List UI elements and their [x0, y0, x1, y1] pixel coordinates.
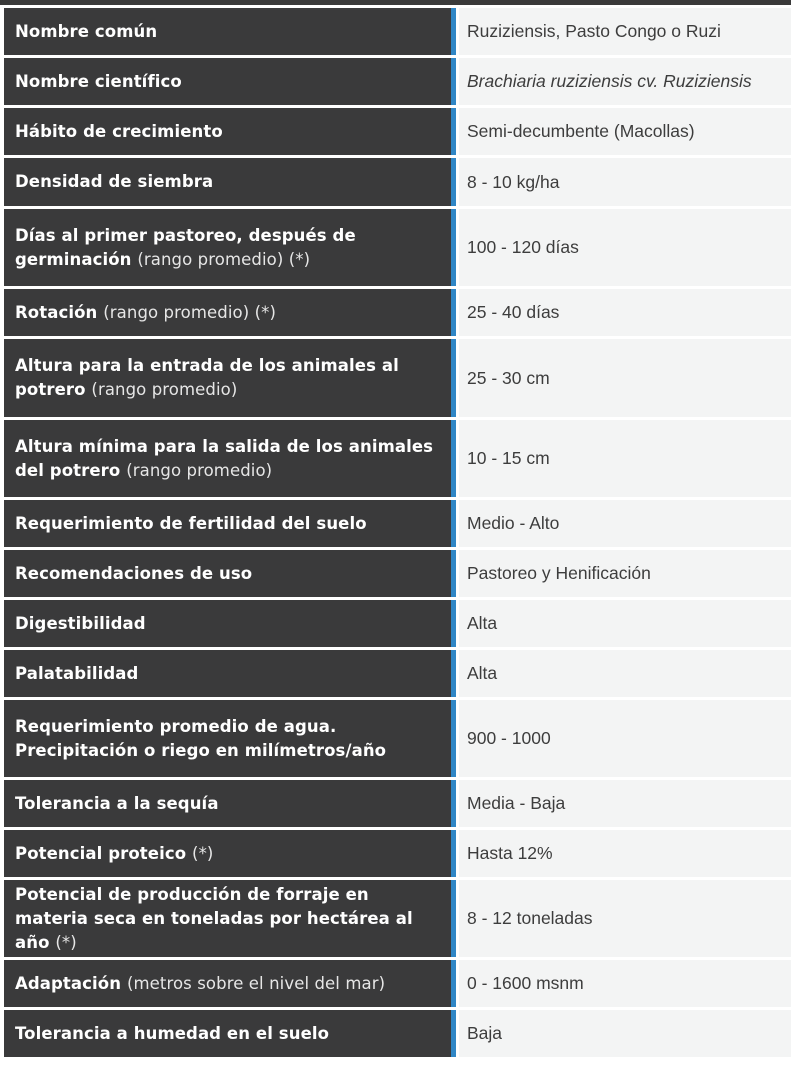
row-label [4, 289, 451, 336]
row-label [4, 339, 451, 417]
row-label-text: Recomendaciones de uso [15, 563, 253, 583]
row-value: Ruziziensis, Pasto Congo o Ruzi [459, 8, 791, 55]
table-row [4, 8, 791, 55]
table-row [4, 550, 791, 597]
row-label [4, 880, 451, 957]
row-label-text: Digestibilidad [15, 613, 146, 633]
row-label-note: (*) [55, 932, 77, 952]
table-row [4, 1010, 791, 1057]
row-label-text: Tolerancia a humedad en el suelo [15, 1023, 330, 1043]
row-value: 8 - 12 toneladas [459, 880, 791, 957]
row-label-text: Tolerancia a la sequía [15, 793, 219, 813]
row-label [4, 600, 451, 647]
row-label [4, 550, 451, 597]
row-label-text: Requerimiento promedio de agua. Precipitación o riego en milímetros/año [15, 716, 387, 760]
table-row [4, 108, 791, 155]
row-value: Media - Baja [459, 780, 791, 827]
table-row [4, 339, 791, 417]
row-label-text: Potencial de producción de forraje en materia seca en toneladas por hectárea al año [15, 884, 413, 952]
row-value: Alta [459, 600, 791, 647]
row-label [4, 209, 451, 286]
table-row [4, 600, 791, 647]
row-label [4, 780, 451, 827]
row-value: Hasta 12% [459, 830, 791, 877]
row-label [4, 500, 451, 547]
row-label-note: (metros sobre el nivel del mar) [126, 973, 386, 993]
table-row [4, 650, 791, 697]
table-row [4, 420, 791, 497]
row-label-note: (rango promedio) [91, 380, 238, 399]
row-label-text: Hábito de crecimiento [15, 121, 223, 141]
row-value: 25 - 40 días [459, 289, 791, 336]
row-label-note: (rango promedio) (*) [137, 249, 311, 269]
row-label [4, 1010, 451, 1057]
table-row [4, 158, 791, 206]
row-label [4, 700, 451, 777]
row-label-text: Densidad de siembra [15, 172, 214, 191]
row-value: 10 - 15 cm [459, 420, 791, 497]
row-label-text: Potencial proteico [15, 843, 187, 863]
top-bar [0, 0, 791, 5]
row-label-text: Altura para la entrada de los animales al potrero [15, 356, 399, 399]
row-label [4, 158, 451, 206]
row-label-text: Nombre común [15, 21, 158, 41]
row-label-note: (rango promedio) [126, 460, 273, 480]
row-value: Alta [459, 650, 791, 697]
row-value: 25 - 30 cm [459, 339, 791, 417]
table-row [4, 500, 791, 547]
row-label-text: Días al primer pastoreo, después de germinación [15, 225, 356, 269]
row-value: Pastoreo y Henificación [459, 550, 791, 597]
row-value: Baja [459, 1010, 791, 1057]
row-label-text: Adaptación [15, 973, 122, 993]
row-value: 8 - 10 kg/ha [459, 158, 791, 206]
table-row [4, 780, 791, 827]
row-label-text: Palatabilidad [15, 663, 139, 683]
row-label [4, 58, 451, 105]
row-label-text: Altura mínima para la salida de los animales del potrero [15, 436, 434, 480]
table-row [4, 289, 791, 336]
row-label-text: Requerimiento de fertilidad del suelo [15, 513, 367, 533]
row-label-text: Rotación [15, 302, 98, 322]
row-label [4, 830, 451, 877]
row-label-text: Nombre científico [15, 71, 182, 91]
table-row [4, 700, 791, 777]
table-row [4, 880, 791, 957]
row-label [4, 420, 451, 497]
forage-specs-table [4, 8, 791, 1060]
table-row [4, 830, 791, 877]
row-label [4, 108, 451, 155]
row-value: Brachiaria ruziziensis cv. Ruziziensis [459, 58, 791, 105]
row-value: Semi-decumbente (Macollas) [459, 108, 791, 155]
row-label-note: (rango promedio) (*) [103, 302, 277, 322]
row-label-note: (*) [192, 843, 214, 863]
row-value: 100 - 120 días [459, 209, 791, 286]
row-label [4, 8, 451, 55]
row-value: Medio - Alto [459, 500, 791, 547]
row-label [4, 960, 451, 1007]
table-row [4, 209, 791, 286]
row-value: 900 - 1000 [459, 700, 791, 777]
table-row [4, 960, 791, 1007]
table-row [4, 58, 791, 105]
row-label [4, 650, 451, 697]
row-value: 0 - 1600 msnm [459, 960, 791, 1007]
